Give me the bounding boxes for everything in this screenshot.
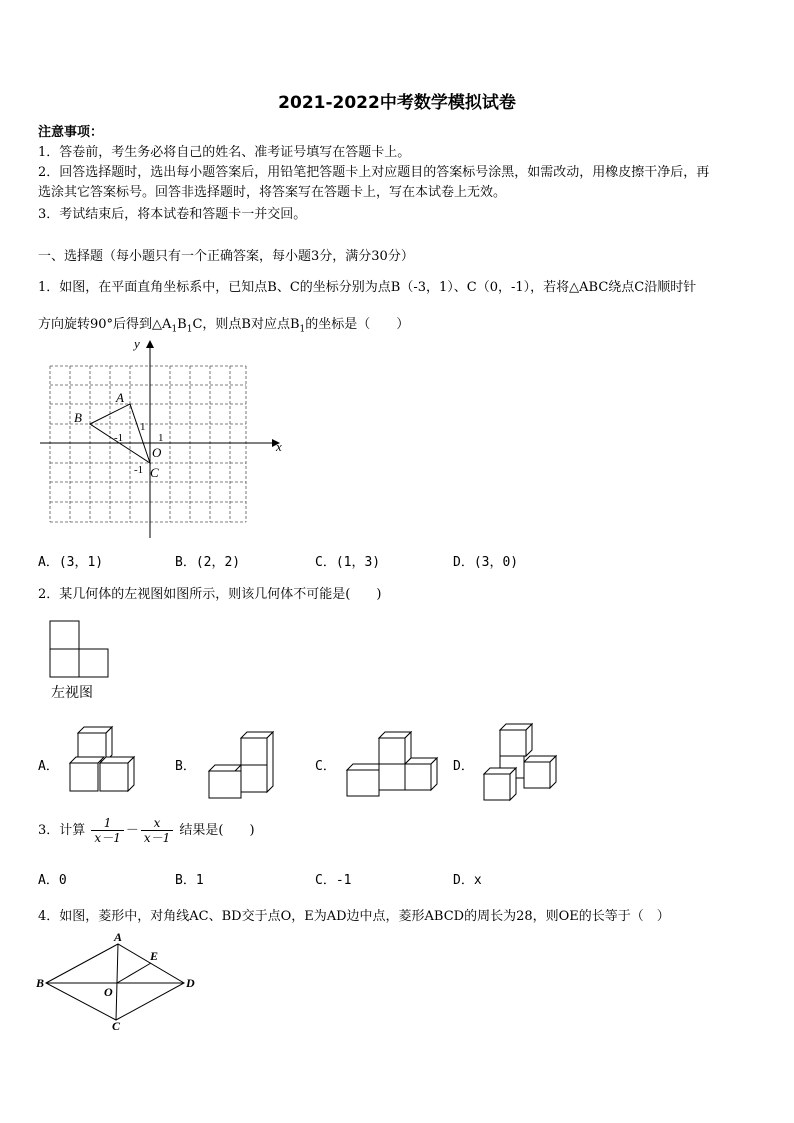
point-d-label: D xyxy=(186,976,195,990)
diagonal-ac xyxy=(116,944,118,1020)
page-title: 2021-2022中考数学模拟试卷 xyxy=(278,93,516,113)
section-heading: 一、选择题（每小题只有一个正确答案，每小题3分，满分30分） xyxy=(38,249,414,264)
q2-option-a-solid-icon xyxy=(66,725,140,795)
q1-option-c[interactable]: C．(1，3) xyxy=(315,555,381,570)
q4-rhombus-figure xyxy=(34,928,204,1032)
q3-option-c[interactable]: C．-1 xyxy=(315,873,352,888)
q2-option-d[interactable]: D． xyxy=(453,759,474,774)
q4-stem: 4．如图，菱形中，对角线AC、BD交于点O，E为AD边中点，菱形ABCD的周长为28，则OE的长等于（ ） xyxy=(38,909,670,924)
q3-option-a[interactable]: A．0 xyxy=(38,873,67,888)
point-a-label: A xyxy=(114,930,123,944)
grid-lines xyxy=(50,366,246,522)
tick-label: 1 xyxy=(140,421,146,433)
notice-item: 2．回答选择题时，选出每小题答案后，用铅笔把答题卡上对应题目的答案标号涂黑，如需改动，用橡皮擦干净后，再 xyxy=(38,165,710,180)
q3-stem: 3．计算 $\frac{1}{x-1}$ － $\frac{x}{x-1}$ 结果是( ) xyxy=(38,816,255,845)
q2-figure-caption: 左视图 xyxy=(51,685,93,701)
fraction-1: $\frac{1}{x-1}$ xyxy=(91,816,123,845)
y-label: y xyxy=(134,336,140,351)
q1-stem-line1: 1．如图，在平面直角坐标系中，已知点B、C的坐标分别为点B（-3，1）、C（0，-1），若将△ABC绕点C沿顺时针 xyxy=(38,280,697,295)
q2-option-c-solid-icon xyxy=(343,728,441,798)
q2-option-a[interactable]: A． xyxy=(38,759,59,774)
point-e-label: E xyxy=(150,949,159,963)
notice-heading: 注意事项： xyxy=(38,125,104,140)
q2-left-view-figure xyxy=(46,618,112,680)
segment-oe xyxy=(117,963,151,983)
tick-label: -1 xyxy=(134,464,144,476)
q1-stem-line2: 方向旋转90°后得到$\triangle A_1B_1C$，则点B对应点$B_1$的坐标是（ ） xyxy=(38,317,410,335)
notice-item: 选涂其它答案标号。回答非选择题时，将答案写在答题卡上，写在本试卷上无效。 xyxy=(38,185,507,200)
fraction-2: $\frac{x}{x-1}$ xyxy=(141,816,173,845)
y-axis-arrow xyxy=(146,340,154,348)
point-c-label: C xyxy=(150,465,159,480)
rhombus-abcd xyxy=(46,944,184,1020)
point-c-label: C xyxy=(112,1019,121,1032)
tick-label: 1 xyxy=(158,432,164,444)
q2-option-d-solid-icon xyxy=(480,722,562,804)
q2-option-b-solid-icon xyxy=(205,730,279,802)
q2-option-b[interactable]: B． xyxy=(175,759,196,774)
point-b-label: B xyxy=(74,410,82,425)
q1-option-b[interactable]: B．(2，2) xyxy=(175,555,241,570)
origin-label: O xyxy=(152,445,162,460)
point-b-label: B xyxy=(36,976,45,990)
q3-option-d[interactable]: D．x xyxy=(453,873,482,888)
tick-label: -1 xyxy=(114,432,124,444)
notice-item: 3．考试结束后，将本试卷和答题卡一并交回。 xyxy=(38,207,307,222)
point-o-label: O xyxy=(104,985,113,999)
x-label: x xyxy=(276,439,282,454)
q2-stem: 2．某几何体的左视图如图所示，则该几何体不可能是( ) xyxy=(38,587,382,602)
q1-coordinate-figure xyxy=(36,336,286,542)
q1-option-a[interactable]: A．(3，1) xyxy=(38,555,104,570)
notice-item: 1．答卷前，考生务必将自己的姓名、准考证号填写在答题卡上。 xyxy=(38,145,411,160)
q1-option-d[interactable]: D．(3，0) xyxy=(453,555,519,570)
q2-option-c[interactable]: C． xyxy=(315,759,336,774)
q3-option-b[interactable]: B．1 xyxy=(175,873,204,888)
point-a-label: A xyxy=(116,390,124,405)
